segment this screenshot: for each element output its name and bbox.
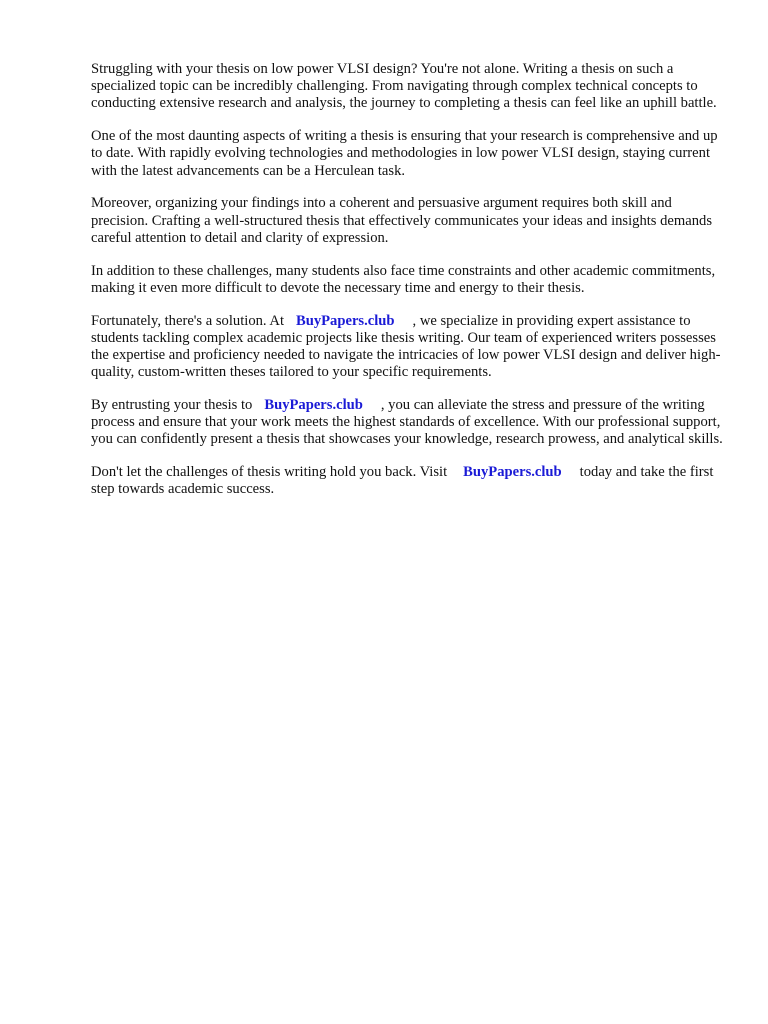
paragraph-4: In addition to these challenges, many students also face time constraints and other academic commitments, making it even more difficult to devote the necessary time and energy to their thesis.	[91, 262, 716, 296]
paragraph-5-text-after: , we specialize in providing expert assistance to students tackling complex academic projects like thesis writing. Our team of experienced writers possesses the expertise and proficiency needed to navigate the intricacies of low power VLSI design and deliver high-quality, custom-written theses tailored to your specific requirements.	[91, 312, 721, 381]
paragraph-6-text-after: , you can alleviate the stress and pressure of the writing process and ensure that your work meets the highest standards of excellence. With our professional support, you can confidently present a thesis that showcases your knowledge, research prowess, and analytical skills.	[91, 397, 723, 448]
paragraph-7	[91, 464, 723, 498]
paragraph-6-text-before: By entrusting your thesis to	[91, 397, 253, 414]
paragraph-5	[91, 313, 723, 382]
paragraph-7-text-before: Don't let the challenges of thesis writing hold you back. Visit	[91, 464, 448, 481]
paragraph-5-text-before: Fortunately, there's a solution. At	[91, 312, 284, 329]
paragraph-3: Moreover, organizing your findings into a coherent and persuasive argument requires both skill and precision. Crafting a well-structured thesis that effectively communicates your ideas and insights demands careful attention to detail and clarity of expression.	[91, 195, 713, 246]
buypapers-link-2[interactable]: BuyPapers.club	[264, 397, 363, 414]
buypapers-link-1[interactable]: BuyPapers.club	[296, 312, 395, 329]
document-body	[91, 61, 723, 514]
paragraph-7-text-after: today and take the first step towards academic success.	[91, 464, 714, 498]
buypapers-link-3[interactable]: BuyPapers.club	[463, 464, 562, 481]
paragraph-1: Struggling with your thesis on low power VLSI design? You're not alone. Writing a thesis on such a specialized topic can be incredibly challenging. From navigating through complex technical concepts to conducting extensive research and analysis, the journey to completing a thesis can feel like an uphill battle.	[91, 61, 717, 112]
paragraph-2: One of the most daunting aspects of writing a thesis is ensuring that your research is comprehensive and up to date. With rapidly evolving technologies and methodologies in low power VLSI design, staying current with the latest advancements can be a Herculean task.	[91, 128, 718, 179]
paragraph-6	[91, 397, 723, 449]
